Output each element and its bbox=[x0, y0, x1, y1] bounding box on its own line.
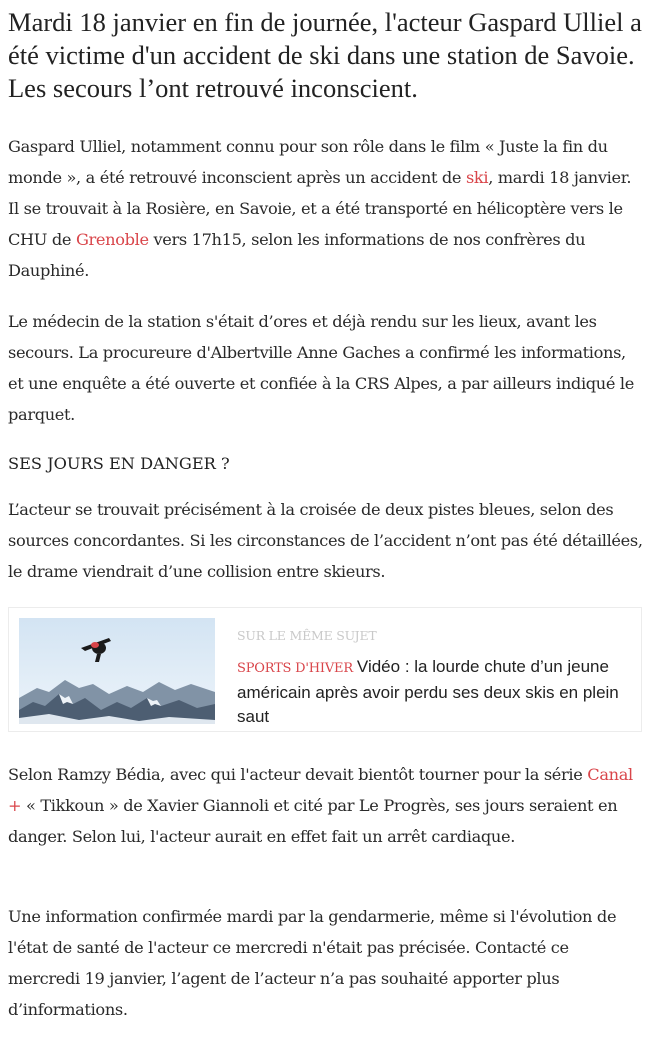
article-lead: Mardi 18 janvier en fin de journée, l'acteur Gaspard Ulliel a été victime d'un accident de ski dans une station de Savoie. Les secours l’ont retrouvé inconscient. bbox=[8, 7, 642, 103]
paragraph-1-text-a: Gaspard Ulliel, notamment connu pour son rôle dans le film « Juste la fin du monde », a été retrouvé inconscient après un accident de bbox=[8, 137, 608, 187]
paragraph-4 bbox=[8, 759, 644, 852]
ski-link[interactable]: ski bbox=[465, 168, 489, 187]
related-article-image[interactable] bbox=[19, 618, 215, 724]
paragraph-2: Le médecin de la station s'était d’ores et déjà rendu sur les lieux, avant les secours. La procureure d'Albertville Anne Gaches a confirmé les informations, et une enquête a été ouverte et confiée à la CRS Alpes, a par ailleurs indiqué le parquet. bbox=[8, 312, 634, 424]
related-category[interactable]: SPORTS D'HIVER bbox=[237, 661, 353, 676]
ski-jump-illustration bbox=[19, 618, 215, 724]
paragraph-1-text-c: vers 17h15, selon les informations de nos confrères du Dauphiné. bbox=[8, 230, 586, 280]
related-title[interactable]: Vidéo : la lourde chute d’un jeune américain après avoir perdu ses deux skis en plein saut bbox=[237, 657, 619, 726]
grenoble-link[interactable]: Grenoble bbox=[75, 230, 149, 249]
canal-plus-link[interactable]: Canal + bbox=[8, 765, 633, 815]
paragraph-1-text-b: , mardi 18 janvier. Il se trouvait à la Rosière, en Savoie, et a été transporté en hélicoptère vers le CHU de bbox=[8, 168, 632, 249]
paragraph-4-text-a: Selon Ramzy Bédia, avec qui l'acteur devait bientôt tourner pour la série bbox=[8, 765, 588, 784]
related-kicker: SUR LE MÊME SUJET bbox=[237, 628, 377, 643]
section-subheading: SES JOURS EN DANGER ? bbox=[8, 454, 230, 473]
paragraph-5: Une information confirmée mardi par la gendarmerie, même si l'évolution de l'état de santé de l'acteur ce mercredi n'était pas précisée. Contacté ce mercredi 19 janvier, l’agent de l’acteur n’a pas souhaité apporter plus d’informations. bbox=[8, 907, 617, 1019]
related-headline[interactable] bbox=[237, 655, 627, 729]
paragraph-1 bbox=[8, 131, 644, 286]
paragraph-4-text-b: « Tikkoun » de Xavier Giannoli et cité par Le Progrès, ses jours seraient en danger. Selon lui, l'acteur aurait en effet fait un arrêt cardiaque. bbox=[8, 796, 618, 846]
related-article-card[interactable] bbox=[8, 607, 642, 732]
paragraph-3: L’acteur se trouvait précisément à la croisée de deux pistes bleues, selon des sources concordantes. Si les circonstances de l’accident n’ont pas été détaillées, le drame viendrait d’une collision entre skieurs. bbox=[8, 500, 643, 581]
